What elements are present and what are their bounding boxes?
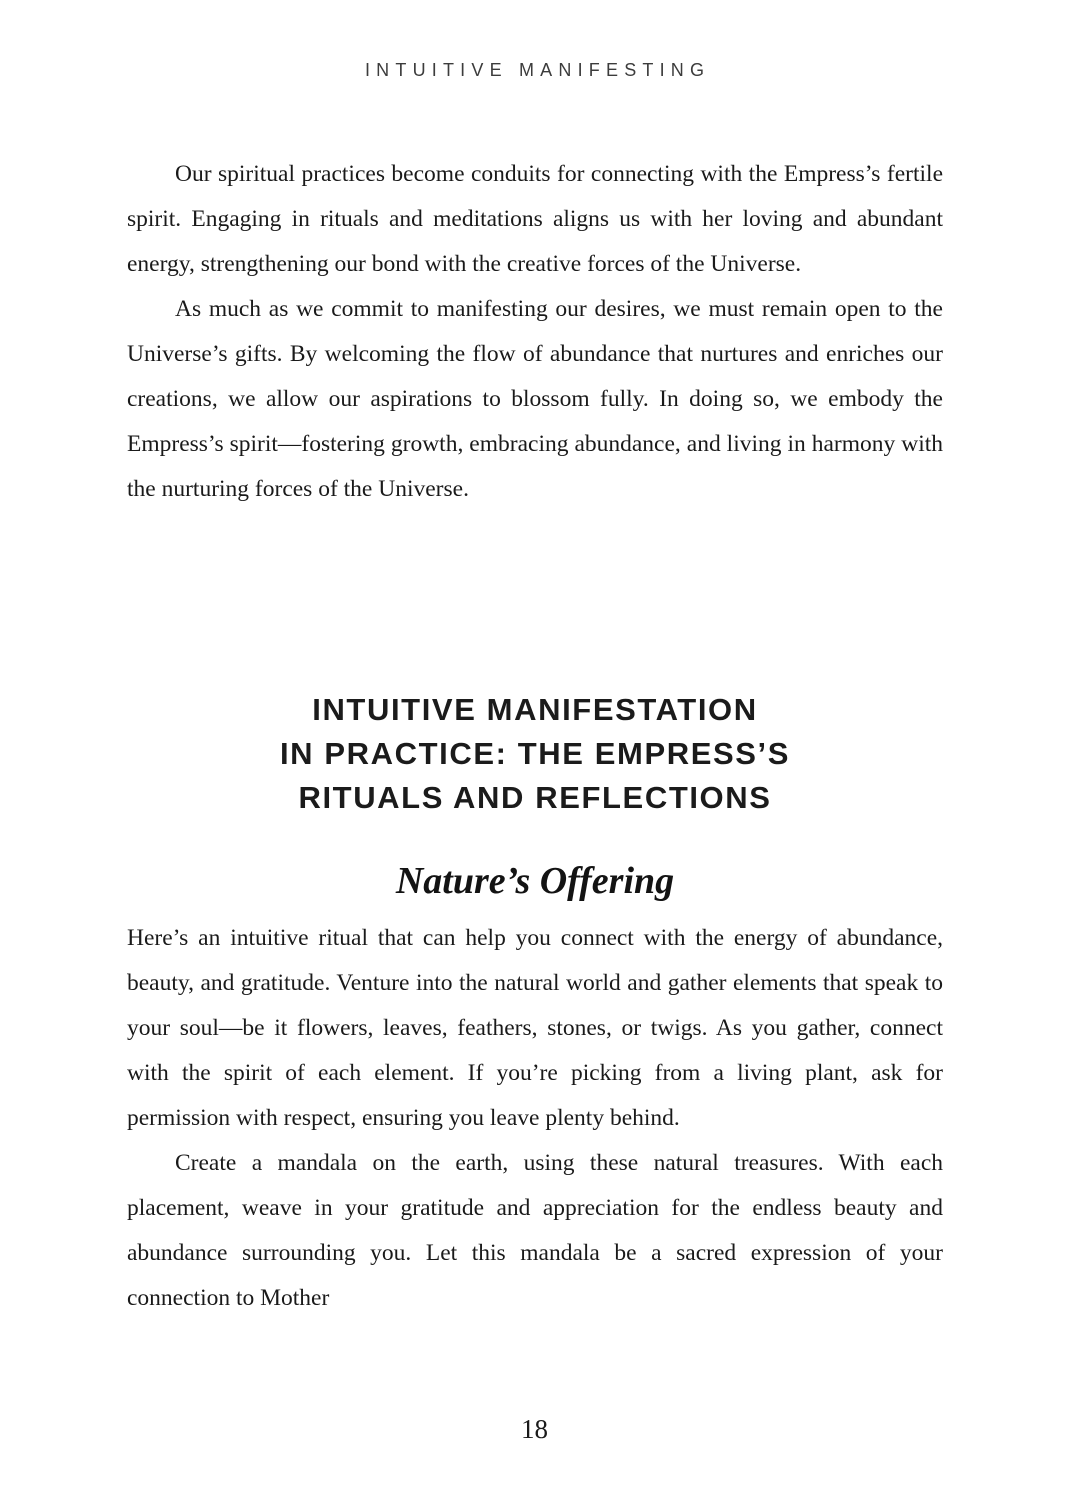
body-text-top xyxy=(127,152,943,512)
paragraph: As much as we commit to manifesting our desires, we must remain open to the Universe’s gifts. By welcoming the flow of abundance that nurtures and enriches our creations, we allow our aspirations to blossom fully. In doing so, we embody the Empress’s spirit—fostering growth, embracing abundance, and living in harmony with the nurturing forces of the Universe. xyxy=(127,296,943,502)
section-heading-line: INTUITIVE MANIFESTATION xyxy=(312,692,758,727)
paragraph: Here’s an intuitive ritual that can help you connect with the energy of abundance, beauty, and gratitude. Venture into the natural world and gather elements that speak to your soul—be it flowers, leaves, feathers, stones, or twigs. As you gather, connect with the spirit of each element. If you’re picking from a living plant, ask for permission with respect, ensuring you leave plenty behind. xyxy=(127,925,943,1131)
page-number: 18 xyxy=(521,1414,548,1444)
running-head: INTUITIVE MANIFESTING xyxy=(364,60,711,80)
section-heading-line: IN PRACTICE: THE EMPRESS’S xyxy=(279,736,791,771)
section-heading xyxy=(127,688,943,820)
sub-heading: Nature’s Offering xyxy=(395,860,675,902)
section-heading-line: RITUALS AND REFLECTIONS xyxy=(298,780,772,815)
paragraph: Our spiritual practices become conduits for connecting with the Empress’s fertile spirit. Engaging in rituals and meditations aligns us with her loving and abundant energy, strengthening our bond with the creative forces of the Universe. xyxy=(127,161,943,277)
paragraph: Create a mandala on the earth, using these natural treasures. With each placement, weave in your gratitude and appreciation for the endless beauty and abundance surrounding you. Let this mandala be a sacred expression of your connection to Mother xyxy=(127,1150,943,1311)
body-text-bottom xyxy=(127,916,943,1321)
